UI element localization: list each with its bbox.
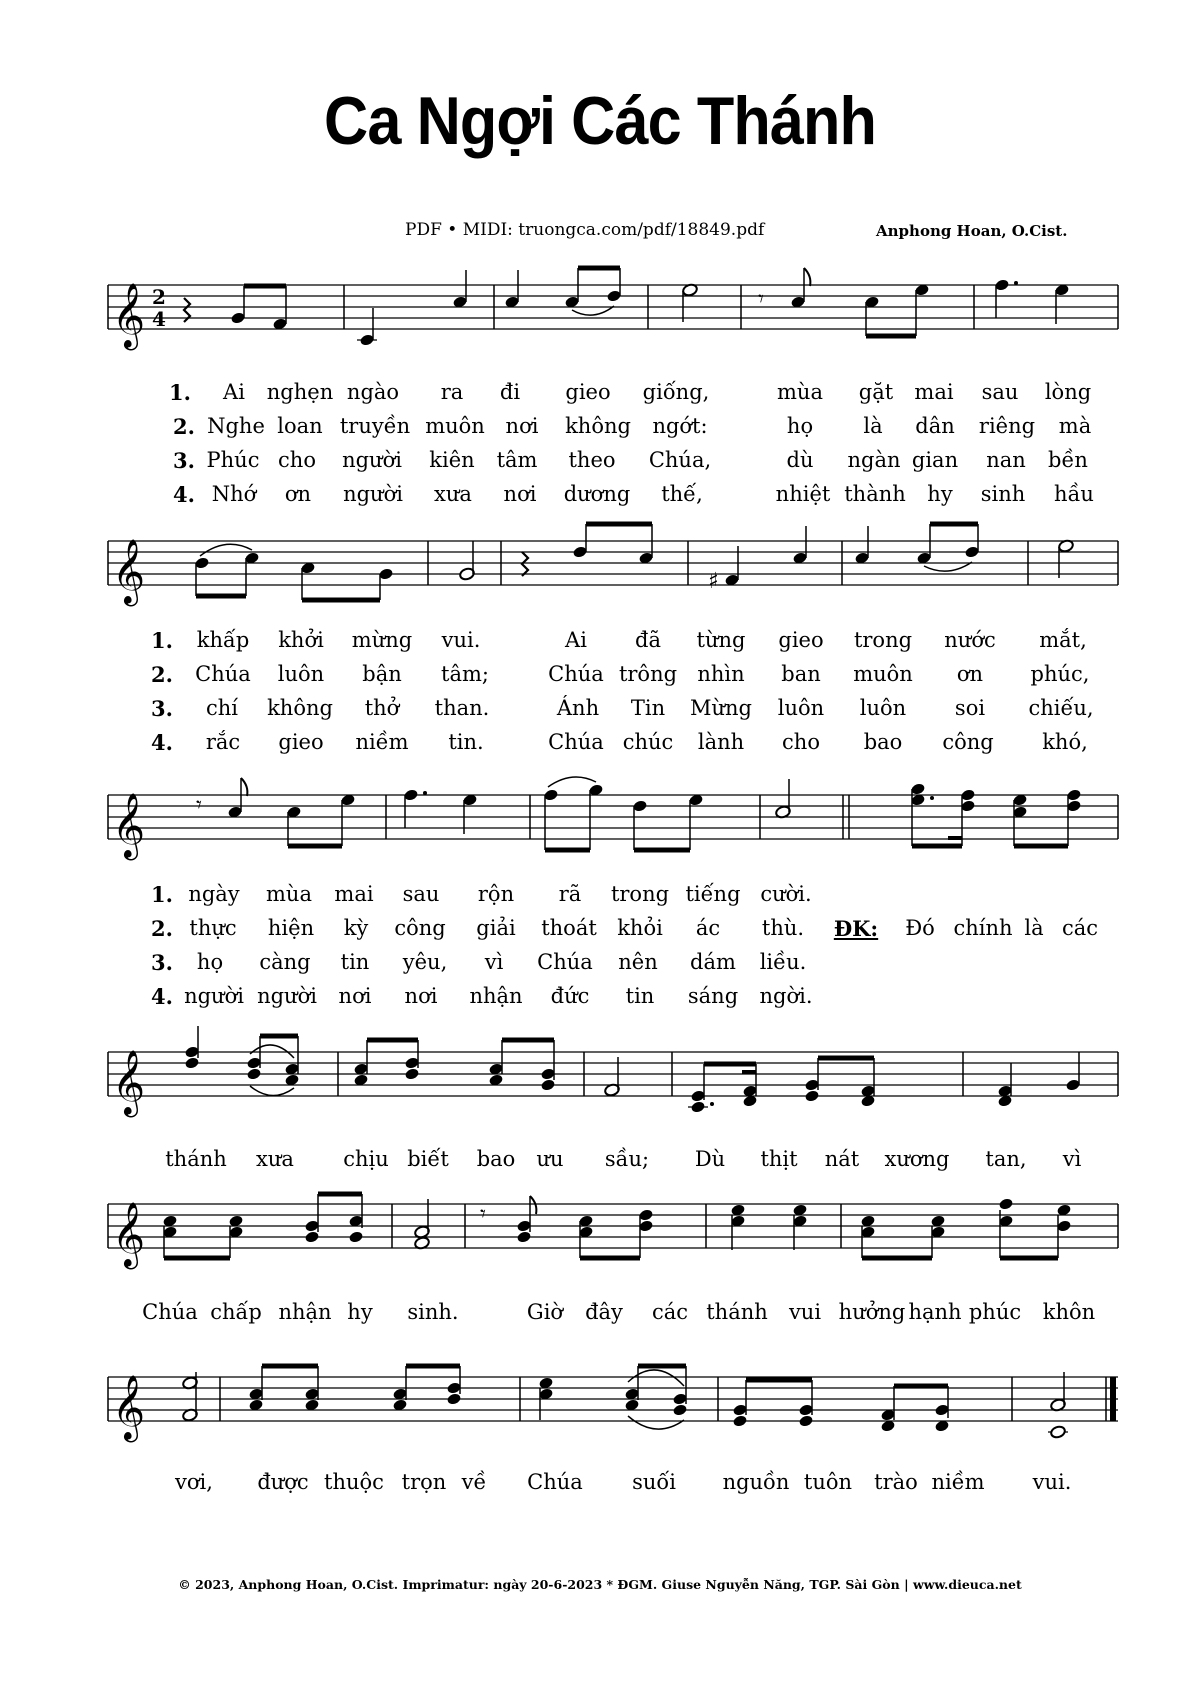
time-sig-top: 2 xyxy=(152,285,166,309)
staff-system-2 xyxy=(0,520,1200,604)
time-sig-bottom: 4 xyxy=(152,307,166,331)
svg-text:𝄾: 𝄾 xyxy=(196,793,202,818)
lyric-line-s3-v3: 3. họ càng tin yêu, vì Chúa nên dám liều. xyxy=(151,950,807,975)
staff-system-6 xyxy=(0,1350,1200,1450)
lyric-line-s1-v4: 4. Nhớ ơn người xưa nơi dương thế, nhiệt thành hy sinh hầu xyxy=(173,482,1094,507)
lyric-line-s1-v2: 2. Nghe loan truyền muôn nơi không ngớt: họ là dân riêng mà xyxy=(173,414,1092,439)
staff-system-3 xyxy=(0,775,1200,858)
copyright-footer: © 2023, Anphong Hoan, O.Cist. Imprimatur: ngày 20-6-2023 * ĐGM. Giuse Nguyễn Năng, TGP. Sài Gòn | www.dieuca.net xyxy=(178,1577,1022,1592)
lyric-line-s4-refrain: thánh xưa chịu biết bao ưu sầu; Dù thịt nát xương tan, vì xyxy=(165,1147,1082,1171)
svg-text:𝄞: 𝄞 xyxy=(112,1202,146,1267)
staff-system-5 xyxy=(0,1182,1200,1272)
svg-text:𝄞: 𝄞 xyxy=(112,283,146,348)
staff-system-4 xyxy=(0,1028,1200,1118)
svg-text:♯: ♯ xyxy=(708,569,719,594)
svg-text:𝄾: 𝄾 xyxy=(480,1202,486,1227)
svg-text:𝄞: 𝄞 xyxy=(112,793,146,858)
svg-text:𝄞: 𝄞 xyxy=(112,539,146,604)
refrain-label: ĐK: xyxy=(833,916,879,941)
lyric-line-s3-v4: 4. người người nơi nơi nhận đức tin sáng ngời. xyxy=(151,984,813,1009)
lyric-line-s5-refrain: Chúa chấp nhận hy sinh. Giờ đây các thánh vui hưởng hạnh phúc khôn xyxy=(142,1300,1096,1324)
lyric-line-s2-v2: 2. Chúa luôn bận tâm; Chúa trông nhìn ban muôn ơn phúc, xyxy=(151,662,1090,687)
lyric-line-s1-v1: 1. Ai nghẹn ngào ra đi gieo giống, mùa gặt mai sau lòng xyxy=(169,380,1092,405)
svg-text:𝄞: 𝄞 xyxy=(112,1375,146,1440)
lyric-line-s2-v1: 1. khấp khởi mừng vui. Ai đã từng gieo trong nước mắt, xyxy=(151,628,1087,653)
lyric-line-s3-v2: 2. thực hiện kỳ công giải thoát khỏi ác thù. ĐK: Đó chính là các xyxy=(151,916,1099,941)
lyric-line-s2-v4: 4. rắc gieo niềm tin. Chúa chúc lành cho bao công khó, xyxy=(151,730,1088,755)
svg-text:𝄾: 𝄾 xyxy=(758,287,764,312)
composer-name: Anphong Hoan, O.Cist. xyxy=(876,222,1068,240)
lyric-line-s2-v3: 3. chí không thở than. Ánh Tin Mừng luôn luôn soi chiếu, xyxy=(151,696,1094,721)
lyric-line-s1-v3: 3. Phúc cho người kiên tâm theo Chúa, dù ngàn gian nan bền xyxy=(173,448,1088,473)
staff-system-1 xyxy=(0,270,1200,348)
lyric-line-s6-refrain: vơi, được thuộc trọn về Chúa suối nguồn tuôn trào niềm vui. xyxy=(175,1470,1072,1494)
svg-text:𝄞: 𝄞 xyxy=(112,1050,146,1115)
lyric-line-s3-v1: 1. ngày mùa mai sau rộn rã trong tiếng cười. xyxy=(151,882,812,907)
song-title: Ca Ngợi Các Thánh xyxy=(324,83,876,159)
source-link[interactable]: PDF • MIDI: truongca.com/pdf/18849.pdf xyxy=(405,220,765,240)
